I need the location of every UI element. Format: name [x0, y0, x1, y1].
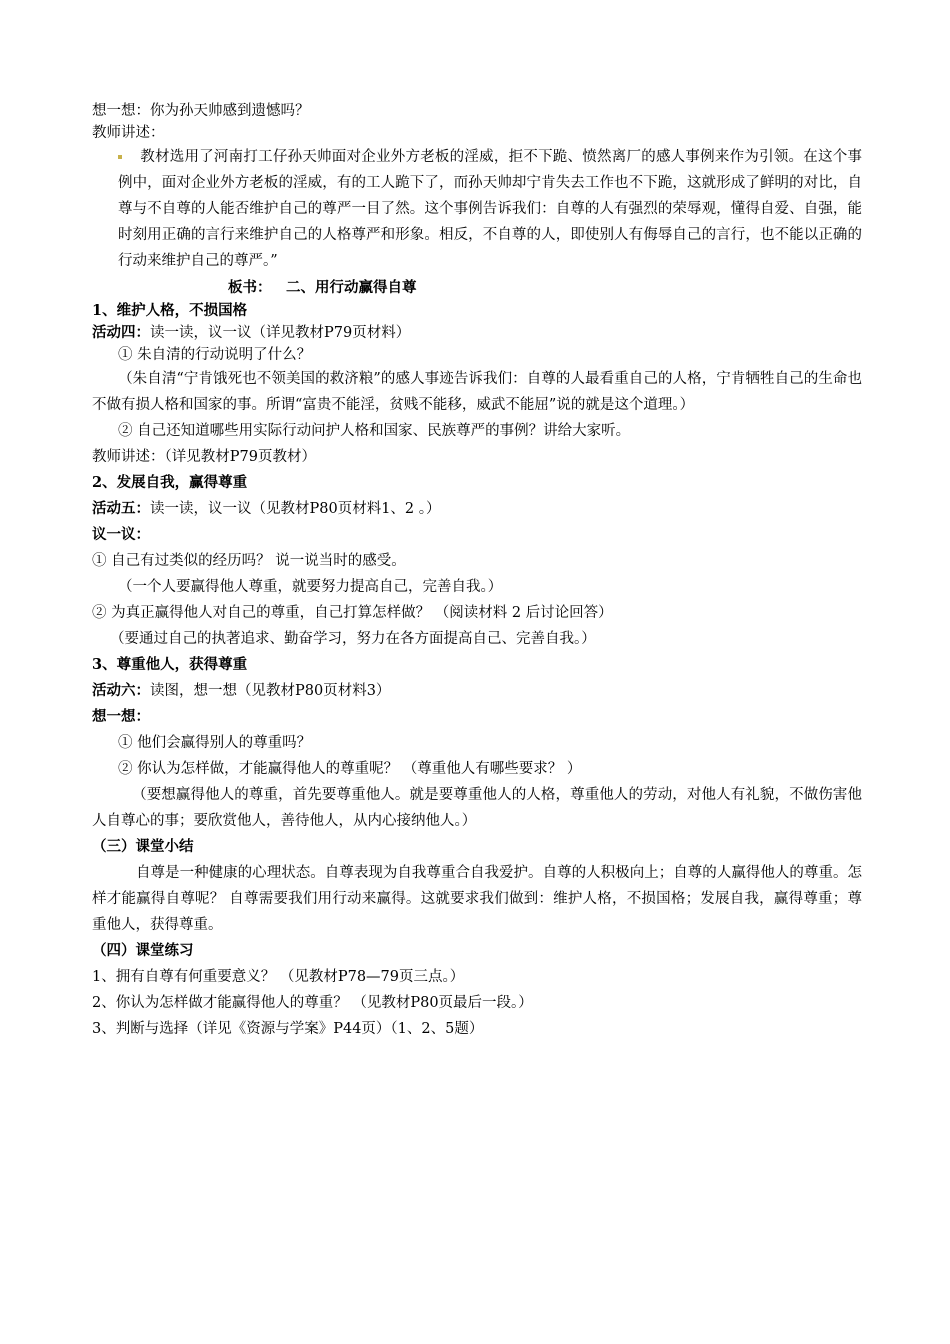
document-page [92, 100, 862, 1042]
think-answer [92, 782, 862, 834]
activity-6 [92, 678, 862, 704]
summary-paragraph [92, 860, 862, 938]
discuss-question-1: ① 自己有过类似的经历吗？ 说一说当时的感受。 [92, 553, 406, 569]
teacher-narration-2: 教师讲述：（详见教材P79页教材） [92, 449, 316, 465]
think-answer-text: （要想赢得他人的尊重，首先要尊重他人。就是要尊重他人的人格，尊重他人的劳动，对他人有礼貌，不做伤害他人自尊心的事；要欣赏他人，善待他人，从内心接纳他人。） [92, 787, 862, 829]
summary-title: （三）课堂小结 [92, 838, 194, 855]
activity-5-label: 活动五： [92, 500, 150, 517]
bullet-dot [118, 155, 122, 159]
blackboard-heading [92, 276, 862, 300]
board-title: 二、用行动赢得自尊 [286, 279, 417, 296]
think-question-1: ① 他们会赢得别人的尊重吗？ [118, 735, 312, 751]
discuss-question-2: ② 为真正赢得他人对自己的尊重，自己打算怎样做？ （阅读材料 2 后讨论回答） [92, 605, 613, 621]
answer-1-text: （朱自清“宁肯饿死也不领美国的救济粮”的感人事迹告诉我们：自尊的人最看重自己的人格，宁肯牺牲自己的生命也不做有损人格和国家的事。所谓“富贵不能淫，贫贱不能移，威武不能屈”说的就是这个道理。） [92, 371, 862, 413]
question-1: ① 朱自清的行动说明了什么？ [118, 347, 312, 363]
practice-title: （四）课堂练习 [92, 942, 194, 959]
summary-text: 自尊是一种健康的心理状态。自尊表现为自我尊重合自我爱护。自尊的人积极向上；自尊的人赢得他人的尊重。怎样才能赢得自尊呢？ 自尊需要我们用行动来赢得。这就要求我们做到：维护人格，不损国格；发展自我，赢得尊重；尊重他人，获得尊重。 [92, 865, 862, 933]
discuss-answer-1: （一个人要赢得他人尊重，就要努力提高自己，完善自我。） [118, 579, 503, 595]
activity-4-label: 活动四： [92, 324, 150, 341]
teacher-narration-label: 教师讲述： [92, 125, 165, 141]
practice-item-2: 2、你认为怎样做才能赢得他人的尊重？ （见教材P80页最后一段。） [92, 995, 533, 1011]
practice-item-3: 3、判断与选择（详见《资源与学案》P44页）（1、2、5题） [92, 1021, 484, 1037]
question-2: ② 自己还知道哪些用实际行动问护人格和国家、民族尊严的事例？讲给大家听。 [118, 423, 631, 439]
activity-6-label: 活动六： [92, 682, 150, 699]
think-question: 想一想：你为孙天帅感到遗憾吗？ [92, 103, 310, 119]
activity-5-text: 读一读，议一议（见教材P80页材料1、2 。） [150, 501, 441, 517]
activity-5 [92, 496, 862, 522]
teacher-narration-text: 教材选用了河南打工仔孙天帅面对企业外方老板的淫威，拒不下跪、愤然离厂的感人事例来作为引领。在这个事例中，面对企业外方老板的淫威，有的工人跪下了，而孙天帅却宁肯失去工作也不下跪，这就形成了鲜明的对比，自尊与不自尊的人能否维护自己的尊严一目了然。这个事例告诉我们：自尊的人有强烈的荣辱观，懂得自爱、自强，能时刻用正确的言行来维护自己的人格尊严和形象。相反，不自尊的人，即使别人有侮辱自己的言行，也不能以正确的行动来维护自己的尊严。” [118, 149, 862, 269]
board-label: 板书： [228, 279, 272, 296]
practice-item-1: 1、拥有自尊有何重要意义？ （见教材P78—79页三点。） [92, 969, 465, 985]
section-heading-2: 2、发展自我，赢得尊重 [92, 474, 248, 491]
section-heading-3: 3、尊重他人，获得尊重 [92, 656, 248, 673]
activity-6-text: 读图，想一想（见教材P80页材料3） [150, 683, 391, 699]
think-question-2: ② 你认为怎样做，才能赢得他人的尊重呢？ （尊重他人有哪些要求？ ） [118, 761, 582, 777]
activity-4 [92, 322, 862, 344]
answer-1 [92, 366, 862, 418]
teacher-narration-paragraph [92, 144, 862, 274]
discuss-label: 议一议： [92, 526, 150, 543]
activity-4-text: 读一读，议一议（详见教材P79页材料） [150, 325, 411, 341]
think-label: 想一想： [92, 708, 150, 725]
discuss-answer-2: （要通过自己的执著追求、勤奋学习，努力在各方面提高自己、完善自我。） [110, 631, 596, 647]
section-heading-1: 1、维护人格，不损国格 [92, 302, 248, 319]
